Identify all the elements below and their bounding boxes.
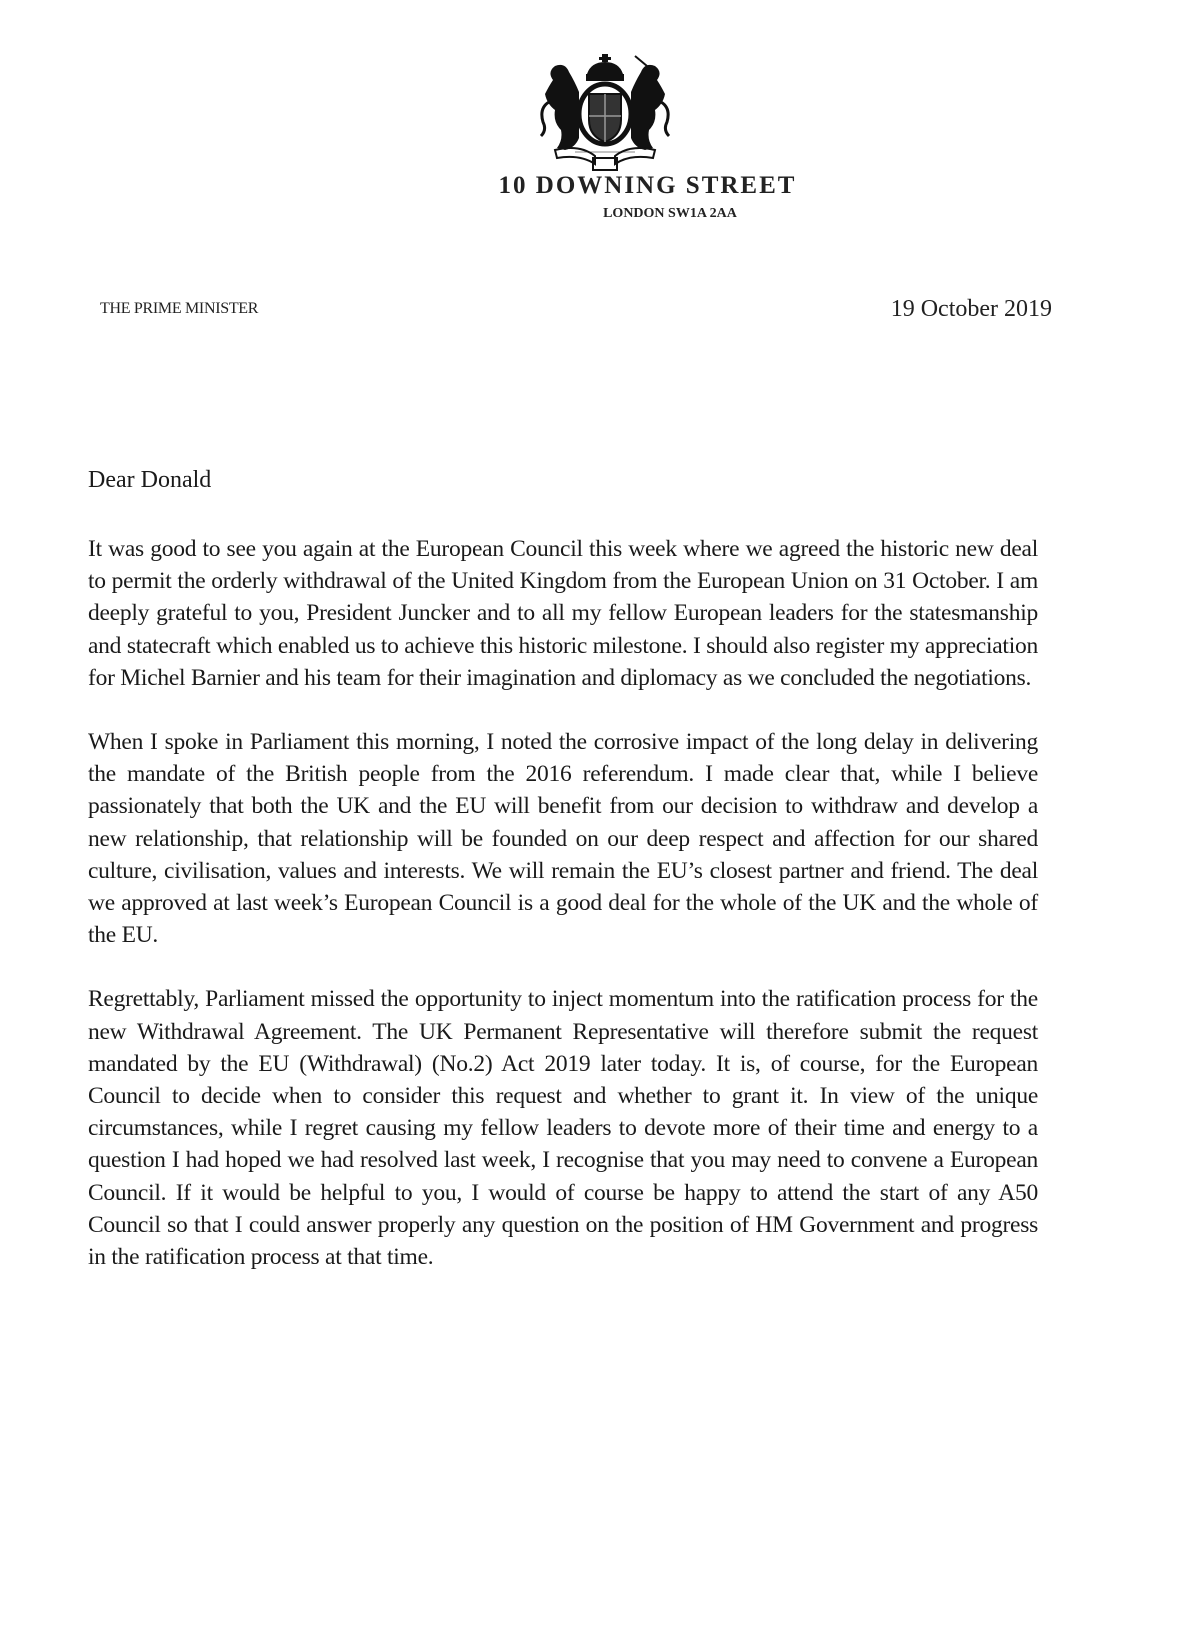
- paragraph-2: When I spoke in Parliament this morning, I noted the corrosive impact of the long delay in delivering the mandate of the British people from the 2016 referendum. I made clear that, while I believe passionately that both the UK and the EU will benefit from our decision to withdraw and develop a new relationship, that relationship will be founded on our deep respect and affection for our shared culture, civilisation, values and interests. We will remain the EU’s closest partner and friend. The deal we approved at last week’s European Council is a good deal for the whole of the UK and the whole of the EU.: [88, 729, 1038, 949]
- royal-coat-of-arms-icon: [535, 52, 675, 174]
- letterhead-postcode: LONDON SW1A 2AA: [603, 206, 737, 221]
- paragraph-3: Regrettably, Parliament missed the opportunity to inject momentum into the ratification process for the new Withdrawal Agreement. The UK Permanent Representative will therefore submit the request mandated by the EU (Withdrawal) (No.2) Act 2019 later today. It is, of course, for the European Council to decide when to consider this request and whether to grant it. In view of the unique circumstances, while I regret causing my fellow leaders to devote more of their time and energy to a question I had hoped we had resolved last week, I recognise that you may need to convene a European Council. If it would be helpful to you, I would of course be happy to attend the start of any A50 Council so that I could answer properly any question on the position of HM Government and progress in the ratification process at that time.: [88, 986, 1038, 1271]
- letter-body: [88, 533, 1038, 1305]
- paragraph-1: It was good to see you again at the European Council this week where we agreed the historic new deal to permit the orderly withdrawal of the United Kingdom from the European Union on 31 October. I am deeply grateful to you, President Juncker and to all my fellow European leaders for the statesmanship and statecraft which enabled us to achieve this historic milestone. I should also register my appreciation for Michel Barnier and his team for their imagination and diplomacy as we concluded the negotiations.: [88, 536, 1038, 691]
- letter-date: 19 October 2019: [890, 296, 1052, 322]
- letterhead-address: 10 DOWNING STREET: [498, 172, 797, 199]
- salutation: Dear Donald: [88, 467, 212, 493]
- sender-title: THE PRIME MINISTER: [100, 300, 259, 317]
